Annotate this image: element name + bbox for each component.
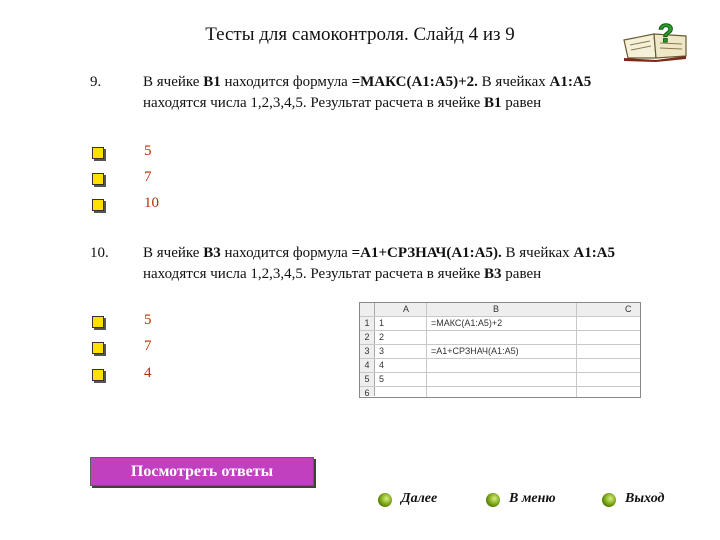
page-title: Тесты для самоконтроля. Слайд 4 из 9: [205, 24, 515, 45]
table-row: 5 5: [360, 373, 640, 387]
question-text: В ячейке B1 находится формула =МАКС(A1:A5)+2. В ячейках A1:A5 находятся числа 1,2,3,4,5. Результат расчета в ячейке B1 равен: [143, 74, 592, 111]
column-header: A: [403, 304, 410, 314]
question-9: [90, 72, 650, 138]
checkbox-bullet-icon: [92, 316, 104, 328]
table-row: 2 2: [360, 331, 640, 345]
table-row: 3 3 =A1+СРЗНАЧ(A1:A5): [360, 345, 640, 359]
column-header: B: [493, 304, 500, 314]
svg-text:?: ?: [658, 18, 674, 48]
column-header-row: [360, 303, 640, 317]
checkbox-bullet-icon: [92, 147, 104, 159]
green-ball-icon: [602, 493, 616, 507]
spreadsheet-image: [359, 302, 641, 398]
checkbox-bullet-icon: [92, 369, 104, 381]
show-answers-button[interactable]: Посмотреть ответы: [90, 457, 314, 486]
exit-link[interactable]: Выход: [602, 491, 692, 511]
column-header: C: [625, 304, 632, 314]
checkbox-bullet-icon: [92, 173, 104, 185]
question-text: В ячейке B3 находится формула =A1+СРЗНАЧ(A1:A5). В ячейках A1:A5 находятся числа 1,2,3,4,5. Результат расчета в ячейке B3 равен: [143, 245, 616, 282]
question-number: 9.: [90, 74, 102, 90]
next-link[interactable]: Далее: [378, 491, 468, 511]
menu-link[interactable]: В меню: [486, 491, 586, 511]
table-row: 4 4: [360, 359, 640, 373]
green-ball-icon: [486, 493, 500, 507]
checkbox-bullet-icon: [92, 199, 104, 211]
table-row: 1 1 =МАКС(A1:A5)+2: [360, 317, 640, 331]
green-ball-icon: [378, 493, 392, 507]
checkbox-bullet-icon: [92, 342, 104, 354]
question-10: [90, 243, 650, 309]
book-question-icon: [620, 18, 692, 62]
table-row: 6: [360, 387, 640, 396]
question-number: 10.: [90, 245, 109, 261]
